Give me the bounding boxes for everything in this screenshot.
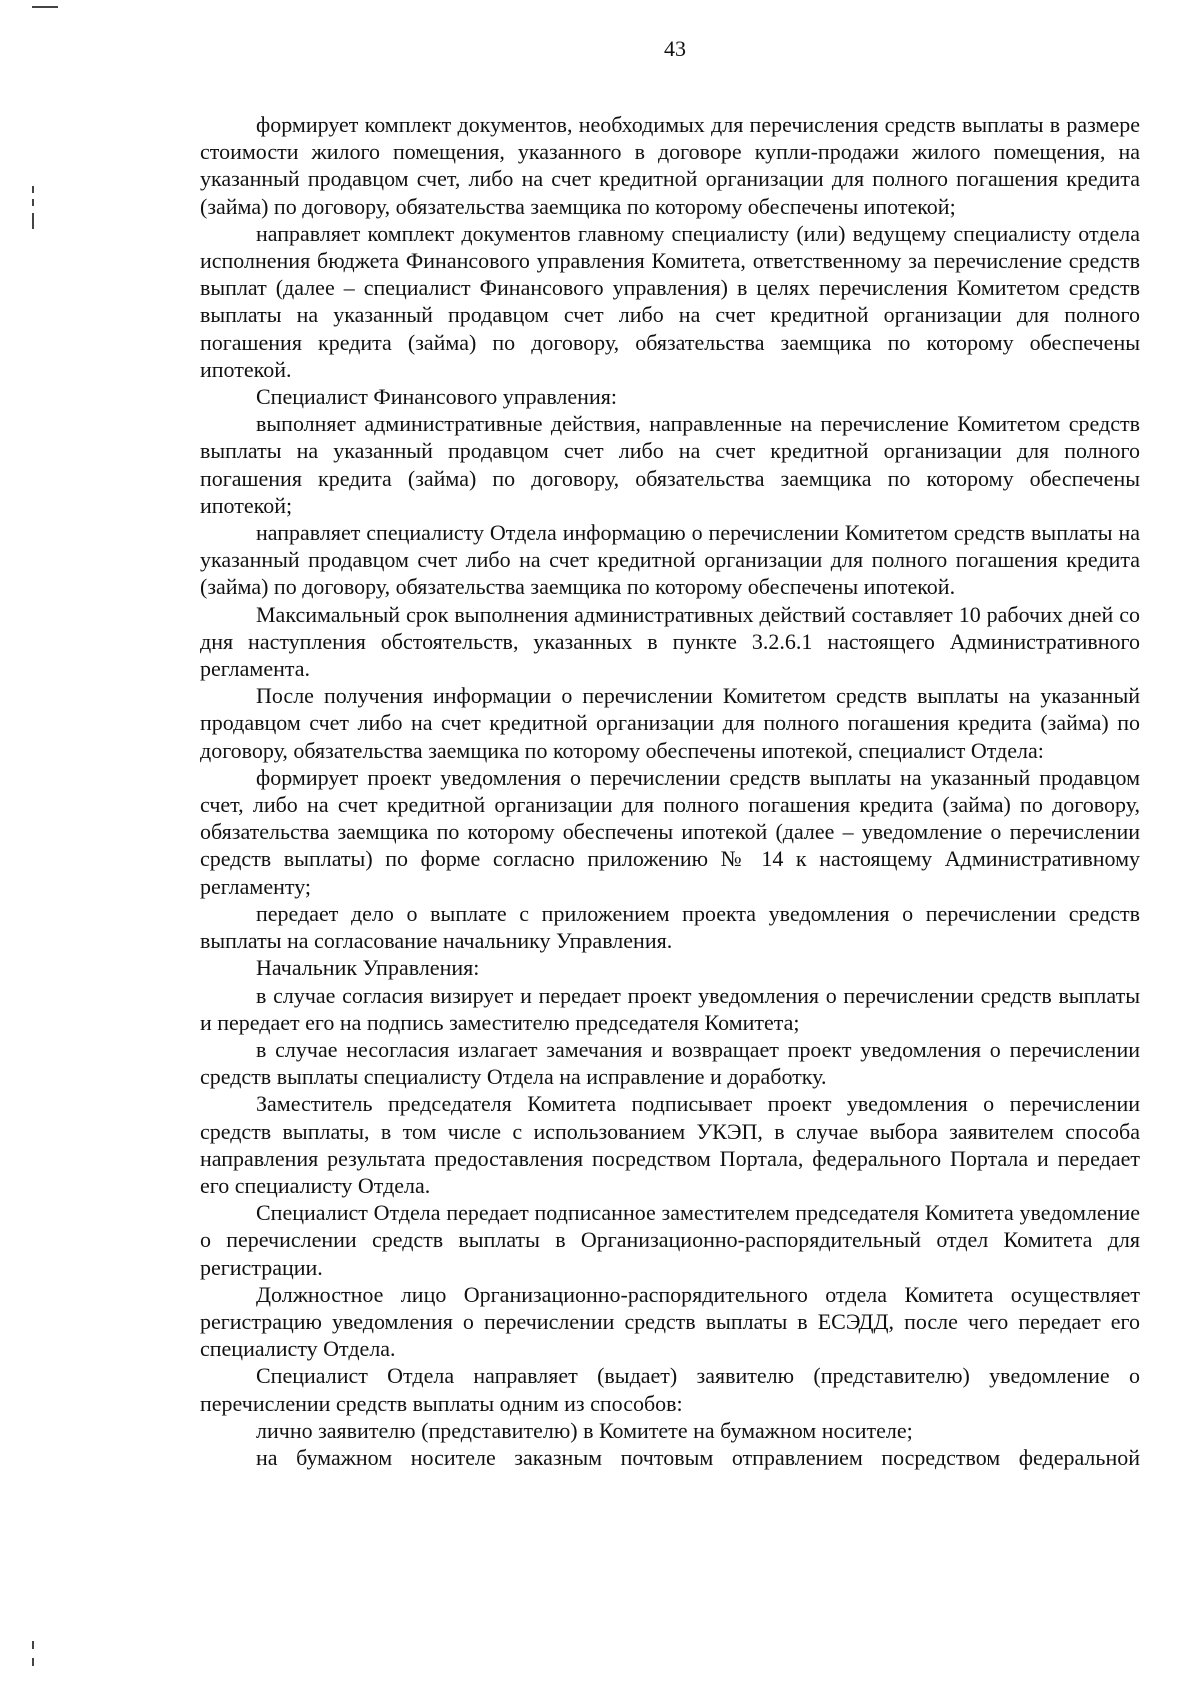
scan-mark (32, 1658, 34, 1666)
paragraph: направляет комплект документов главному специалисту (или) ведущему специалисту отдела исполнения бюджета Финансового управления Комитета, ответственному за перечисление средств выплат (далее – специалист Финансового управления) в целях перечисления Комитетом средств выплаты на указанный продавцом счет либо на счет кредитной организации для полного погашения кредита (займа) по договору, обязательства заемщика по которому обеспечены ипотекой. (200, 220, 1140, 382)
paragraph: формирует комплект документов, необходимых для перечисления средств выплаты в размере стоимости жилого помещения, указанного в договоре купли-продажи жилого помещения, на указанный продавцом счет, либо на счет кредитной организации для полного погашения кредита (займа) по договору, обязательства заемщика по которому обеспечены ипотекой; (200, 112, 1140, 219)
paragraph: Специалист Финансового управления: (256, 384, 617, 410)
paragraph: Максимальный срок выполнения административных действий составляет 10 рабочих дней со дня наступления обстоятельств, указанных в пункте 3.2.6.1 настоящего Административного регламента. (200, 601, 1140, 682)
paragraph: в случае согласия визирует и передает проект уведомления о перечислении средств выплаты и передает его на подпись заместителю председателя Комитета; (200, 982, 1140, 1035)
document-body (200, 111, 1140, 1471)
paragraph: Должностное лицо Организационно-распорядительного отдела Комитета осуществляет регистрацию уведомления о перечислении средств выплаты в ЕСЭДД, после чего передает его специалисту Отдела. (200, 1281, 1140, 1362)
scan-mark (32, 1641, 34, 1649)
scan-mark (32, 213, 34, 229)
paragraph: в случае несогласия излагает замечания и возвращает проект уведомления о перечислении средств выплаты специалисту Отдела на исправление и доработку. (200, 1036, 1140, 1090)
paragraph: направляет специалисту Отдела информацию о перечислении Комитетом средств выплаты на указанный продавцом счет либо на счет кредитной организации для полного погашения кредита (займа) по договору, обязательства заемщика по которому обеспечены ипотекой. (200, 520, 1140, 600)
paragraph: Заместитель председателя Комитета подписывает проект уведомления о перечислении средств выплаты, в том числе с использованием УКЭП, в случае выбора заявителем способа направления результата предоставления посредством Портала, федерального Портала и передает его специалисту Отдела. (200, 1091, 1140, 1198)
paragraph: на бумажном носителе заказным почтовым отправлением посредством федеральной (256, 1444, 1140, 1470)
paragraph: Начальник Управления: (256, 955, 480, 981)
paragraph: Специалист Отдела направляет (выдает) заявителю (представителю) уведомление о перечислении средств выплаты одним из способов: (200, 1363, 1140, 1416)
scan-mark (32, 199, 34, 206)
paragraph: передает дело о выплате с приложением проекта уведомления о перечислении средств выплаты на согласование начальнику Управления. (200, 900, 1140, 954)
page-number: 43 (664, 36, 686, 61)
paragraph: Специалист Отдела передает подписанное заместителем председателя Комитета уведомление о перечислении средств выплаты в Организационно-распорядительный отдел Комитета для регистрации. (200, 1200, 1140, 1280)
paragraph: лично заявителю (представителю) в Комитете на бумажном носителе; (256, 1417, 913, 1443)
paragraph: После получения информации о перечислении Комитетом средств выплаты на указанный продавцом счет либо на счет кредитной организации для полного погашения кредита (займа) по договору, обязательства заемщика по которому обеспечены ипотекой, специалист Отдела: (200, 683, 1140, 763)
scan-mark (32, 186, 34, 193)
paragraph: формирует проект уведомления о перечислении средств выплаты на указанный продавцом счет, либо на счет кредитной организации для полного погашения кредита (займа) по договору, обязательства заемщика по которому обеспечены ипотекой (далее – уведомление о перечислении средств выплаты) по форме согласно приложению № 14 к настоящему Административному регламенту; (200, 764, 1140, 899)
paragraph: выполняет административные действия, направленные на перечисление Комитетом средств выплаты на указанный продавцом счет либо на счет кредитной организации для полного погашения кредита (займа) по договору, обязательства заемщика по которому обеспечены ипотекой; (200, 411, 1140, 518)
scan-mark (32, 6, 58, 8)
